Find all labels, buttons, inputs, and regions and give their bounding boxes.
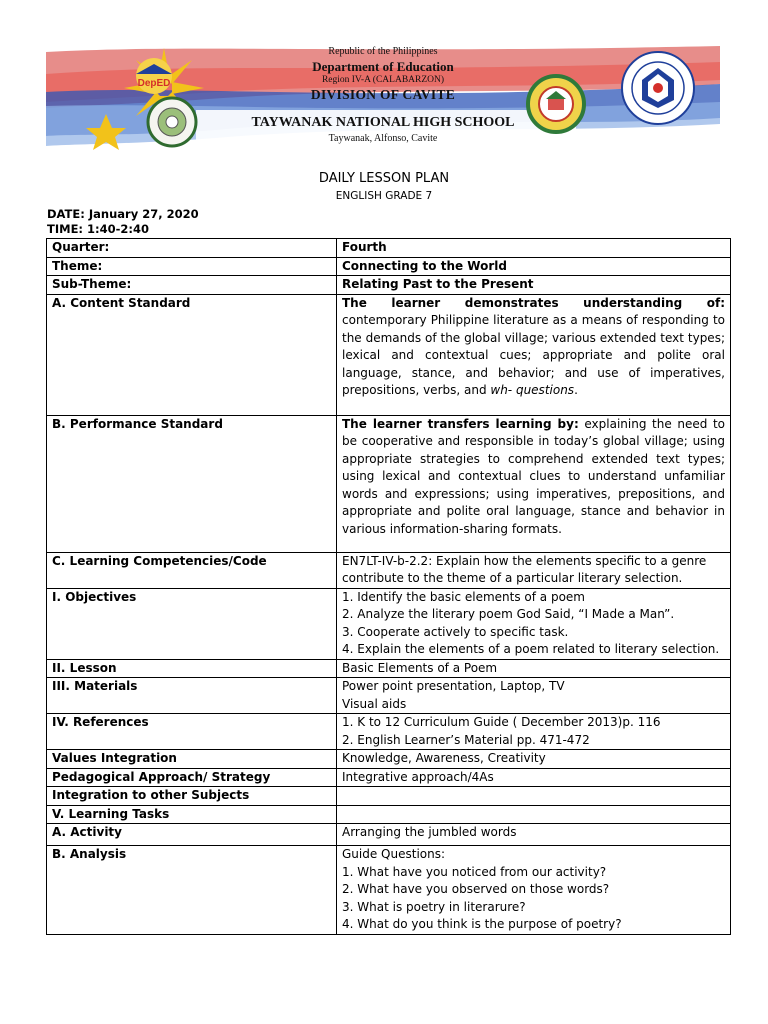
row-label-quarter: Quarter: [47, 239, 337, 258]
list-item: 2. What have you observed on those words? [342, 882, 610, 896]
list-item: 4. Explain the elements of a poem related to literary selection. [342, 642, 720, 656]
row-value-approach: Integrative approach/4As [337, 768, 731, 787]
table-row [47, 552, 731, 588]
row-label-content-standard: A. Content Standard [47, 294, 337, 415]
document-subtitle: ENGLISH GRADE 7 [335, 190, 433, 202]
table-row [47, 714, 731, 750]
header-banner [46, 44, 720, 156]
table-row [47, 276, 731, 295]
table-row [47, 659, 731, 678]
row-value-theme: Connecting to the World [337, 257, 731, 276]
document-title: DAILY LESSON PLAN [318, 171, 450, 186]
row-value-references [337, 714, 731, 750]
list-item: 1. What have you noticed from our activity? [342, 864, 607, 879]
row-value-quarter: Fourth [337, 239, 731, 258]
header-department: Department of Education [312, 59, 454, 74]
row-label-approach: Pedagogical Approach/ Strategy [47, 768, 337, 787]
performance-standard-text: explaining the need to be cooperative and responsible in today’s global village; using appropriate strategies to comprehend extended text types; using lexical and contextual clues to understand unfamiliar words and expressions; using imperatives, prepositions, and appropriate and polite oral language, stance and behavior in various information-sharing formats. [342, 416, 725, 536]
content-standard-lead: The learner demonstrates understanding of: [342, 295, 725, 310]
table-row [47, 588, 731, 659]
row-value-activity: Arranging the jumbled words [337, 824, 731, 846]
lesson-date: DATE: January 27, 2020 [47, 207, 199, 221]
list-item: 2. English Learner’s Material pp. 471-472 [342, 732, 590, 747]
row-label-objectives: I. Objectives [47, 588, 337, 659]
row-value-competencies: EN7LT-IV-b-2.2: Explain how the elements specific to a genre contribute to the theme of a particular literary selection. [337, 552, 731, 588]
row-value-learning-tasks [337, 805, 731, 824]
row-label-references: IV. References [47, 714, 337, 750]
table-row [47, 750, 731, 769]
table-row [47, 768, 731, 787]
table-row [47, 805, 731, 824]
row-value-integration [337, 787, 731, 806]
row-value-subtheme: Relating Past to the Present [337, 276, 731, 295]
content-standard-end: . [574, 383, 578, 397]
list-item: 1. K to 12 Curriculum Guide ( December 2013)p. 116 [342, 715, 661, 729]
header-division: DIVISION OF CAVITE [310, 87, 456, 102]
row-label-analysis: B. Analysis [47, 846, 337, 935]
row-value-values: Knowledge, Awareness, Creativity [337, 750, 731, 769]
deped-logo-text: DepED [137, 78, 171, 89]
table-row [47, 787, 731, 806]
lesson-time: TIME: 1:40-2:40 [47, 222, 150, 236]
list-item: Visual aids [342, 696, 407, 711]
list-item: 4. What do you think is the purpose of poetry? [342, 917, 622, 931]
table-row [47, 415, 731, 552]
header-republic: Republic of the Philippines [328, 46, 438, 57]
performance-standard-lead: The learner transfers learning by: [342, 416, 579, 431]
row-label-theme: Theme: [47, 257, 337, 276]
row-value-objectives [337, 588, 731, 659]
table-row [47, 678, 731, 714]
row-value-materials [337, 678, 731, 714]
table-row [47, 846, 731, 935]
table-row [47, 824, 731, 846]
header-school-name: TAYWANAK NATIONAL HIGH SCHOOL [251, 115, 515, 130]
list-item: 2. Analyze the literary poem God Said, “I Made a Man”. [342, 607, 675, 621]
row-label-performance-standard: B. Performance Standard [47, 415, 337, 552]
header-region: Region IV-A (CALABARZON) [321, 75, 445, 85]
table-row [47, 294, 731, 415]
row-value-analysis [337, 846, 731, 935]
row-label-integration: Integration to other Subjects [47, 787, 337, 806]
row-label-subtheme: Sub-Theme: [47, 276, 337, 295]
row-label-values: Values Integration [47, 750, 337, 769]
row-label-competencies: C. Learning Competencies/Code [47, 552, 337, 588]
list-item: Guide Questions: [342, 847, 446, 861]
row-label-lesson: II. Lesson [47, 659, 337, 678]
row-value-performance-standard [337, 415, 731, 552]
list-item: 3. What is poetry in literarure? [342, 899, 526, 914]
list-item: 3. Cooperate actively to specific task. [342, 624, 569, 639]
row-value-lesson: Basic Elements of a Poem [337, 659, 731, 678]
row-value-content-standard [337, 294, 731, 415]
list-item: Power point presentation, Laptop, TV [342, 679, 565, 693]
row-label-materials: III. Materials [47, 678, 337, 714]
header-address: Taywanak, Alfonso, Cavite [328, 133, 438, 144]
table-row [47, 257, 731, 276]
list-item: 1. Identify the basic elements of a poem [342, 589, 585, 604]
row-label-learning-tasks: V. Learning Tasks [47, 805, 337, 824]
content-standard-text: contemporary Philippine literature as a means of responding to the demands of the global village; various extended text types; lexical and contextual cues; appropriate and polite oral language, stance, and behavior; and use of imperatives, prepositions, verbs, and [342, 313, 725, 397]
table-row [47, 239, 731, 258]
row-label-activity: A. Activity [47, 824, 337, 846]
content-standard-italic: wh- questions [490, 383, 575, 397]
lesson-plan-table [46, 238, 731, 935]
